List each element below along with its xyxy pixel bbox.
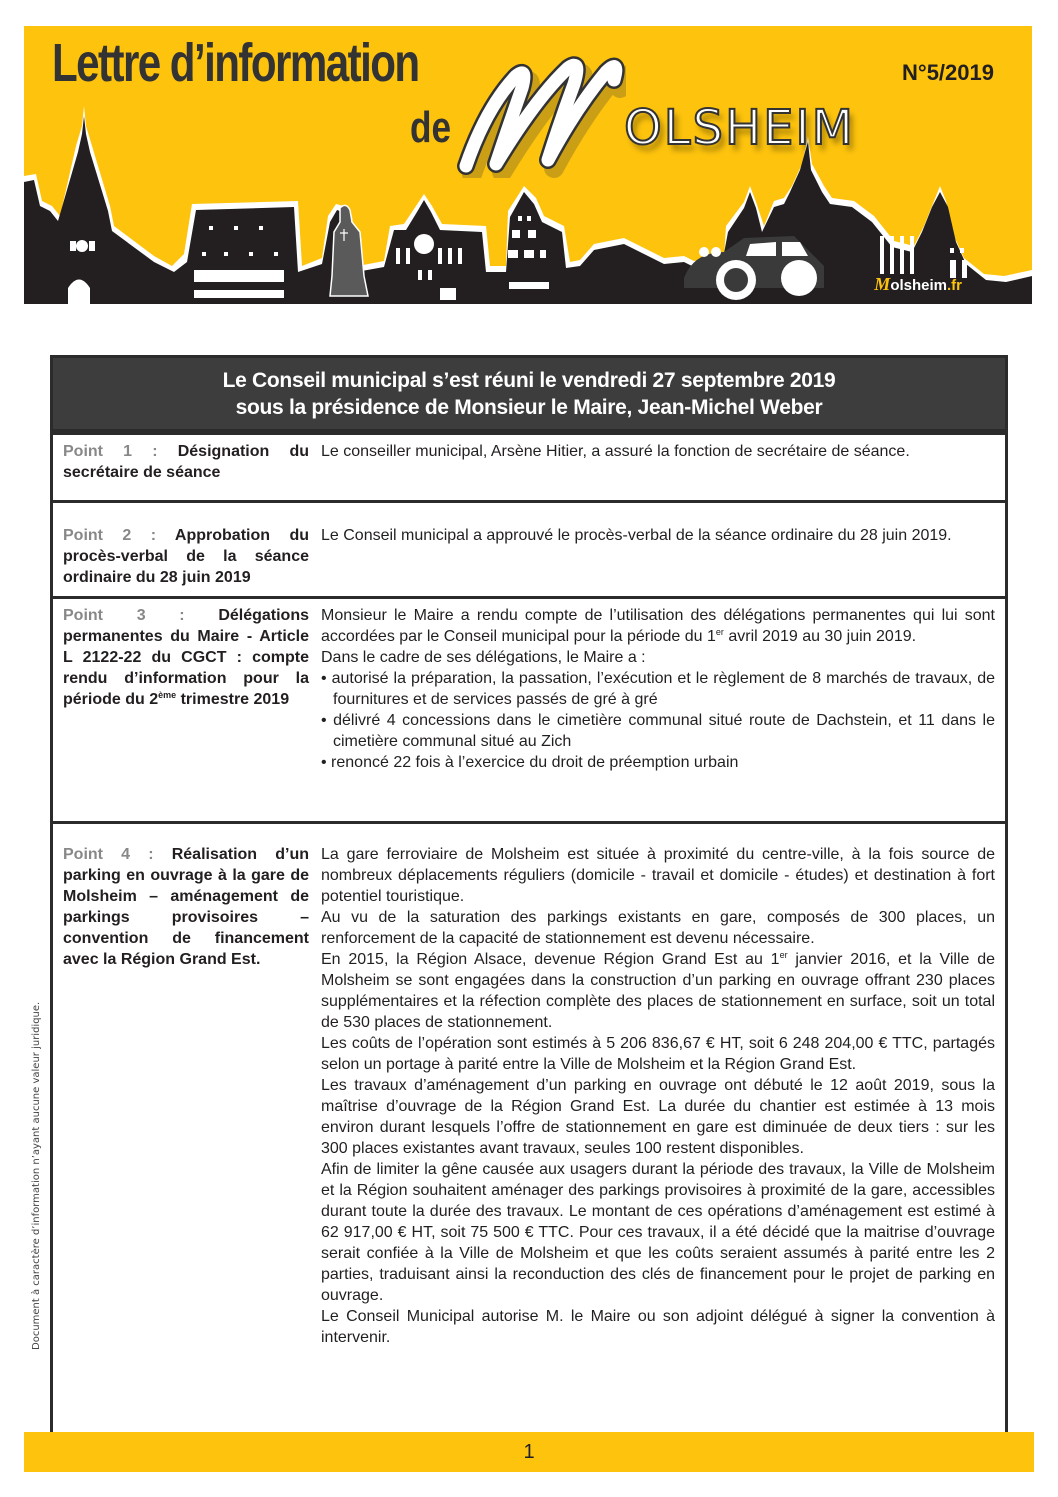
point-4-title: Réalisation d’un parking en ouvrage à la gare de Molsheim – aménagement de parkings provisoires – convention de financement avec la Région Grand Est. bbox=[63, 846, 310, 968]
point-2-paragraph: Le Conseil municipal a approuvé le procès-verbal de la séance ordinaire du 28 juin 2019. bbox=[321, 527, 952, 544]
agenda-point-2 bbox=[53, 500, 1005, 596]
point-3-intro-part2: avril 2019 au 30 juin 2019. bbox=[723, 628, 917, 645]
point-1-body bbox=[315, 435, 1005, 500]
point-3-title-sup: ème bbox=[158, 690, 177, 700]
website-link[interactable] bbox=[874, 274, 962, 295]
point-4-body bbox=[315, 824, 1005, 1443]
point-4-paragraph-2: Au vu de la saturation des parkings existants en gare, composés de 300 places, un renforcement de la capacité de stationnement est devenu nécessaire. bbox=[321, 909, 995, 947]
minutes-header-line2: sous la présidence de Monsieur le Maire, Jean-Michel Weber bbox=[235, 396, 823, 419]
point-4-p3-part2: janvier 2016, et la Ville de Molsheim se sont engagées dans la construction d’un parking en ouvrage offrant 230 places supplémentaires et la réfection complète des places de stationnement en surface, soit un total de 530 places de stationnement. bbox=[321, 951, 995, 1031]
point-2-title-cell bbox=[53, 503, 315, 596]
point-3-label: Point 3 : bbox=[63, 607, 185, 624]
point-3-bullet-list bbox=[321, 668, 995, 773]
agenda-point-4 bbox=[53, 821, 1005, 1443]
issue-number: N°5/2019 bbox=[902, 60, 994, 85]
site-initial: M bbox=[874, 274, 891, 294]
newsletter-title: Lettre d’information bbox=[52, 33, 419, 93]
point-3-title-part1: Délégations permanentes du Maire - Article L 2122-22 du CGCT : compte rendu d’information pour la période du 2 bbox=[63, 607, 309, 708]
molsheim-script-m-logo bbox=[456, 48, 626, 178]
point-4-paragraph-7: Le Conseil Municipal autorise M. le Maire ou son adjoint délégué à signer la convention à intervenir. bbox=[321, 1308, 995, 1346]
point-3-bullet: • délivré 4 concessions dans le cimetière communal situé route de Dachstein, et 11 dans le cimetière communal situé au Zich bbox=[321, 710, 995, 752]
point-3-body bbox=[315, 599, 1005, 821]
point-4-paragraph-1: La gare ferroviaire de Molsheim est située à proximité du centre-ville, à la fois source de nombreux déplacements réguliers (domicile - travail et domicile - études) et destination à fort potentiel touristique. bbox=[321, 846, 995, 905]
agenda-point-1 bbox=[53, 432, 1005, 500]
point-3-title-part2: trimestre 2019 bbox=[176, 691, 290, 708]
point-3-lead: Dans le cadre de ses délégations, le Maire a : bbox=[321, 649, 646, 666]
point-4-paragraph-4: Les coûts de l’opération sont estimés à 5 206 836,67 € HT, soit 6 248 204,00 € TTC, partagés selon un portage à parité entre la Ville de Molsheim et la Région Grand Est. bbox=[321, 1035, 995, 1073]
newsletter-banner bbox=[24, 26, 1032, 304]
point-3-bullet: • autorisé la préparation, la passation, l’exécution et le règlement de 8 marchés de travaux, de fournitures et de services passés de gré à gré bbox=[321, 668, 995, 710]
point-3-intro-part1: Monsieur le Maire a rendu compte de l’utilisation des délégations permanentes qui lui sont accordées par le Conseil municipal pour la période du 1 bbox=[321, 607, 995, 645]
point-4-paragraph-6: Afin de limiter la gêne causée aux usagers durant la période des travaux, la Ville de Molsheim et la Région souhaitent aménager des parkings provisoires à proximité de la gare, accessibles durant toute la durée des travaux. Le montant de ces opérations d’aménagement est estimé à 62 917,00 € HT, soit 75 500 € TTC. Pour ces travaux, il a été décidé que la maitrise d’ouvrage serait confiée à la Ville de Molsheim et que les coûts seraient assumés à parité entre les 2 parties, traduisant ainsi la reconduction des clés de financement pour le projet de parking en ouvrage. bbox=[321, 1161, 995, 1304]
point-1-paragraph: Le conseiller municipal, Arsène Hitier, a assuré la fonction de secrétaire de séance. bbox=[321, 443, 910, 460]
point-4-paragraph-3 bbox=[321, 949, 995, 1033]
point-1-title: Désignation du secrétaire de séance bbox=[63, 443, 309, 481]
point-4-label: Point 4 : bbox=[63, 846, 154, 863]
site-tld: .fr bbox=[947, 277, 962, 294]
point-4-paragraph-5: Les travaux d’aménagement d’un parking en ouvrage ont débuté le 12 août 2019, sous la maîtrise d’ouvrage de la Région Grand Est. La durée du chantier est estimée à 13 mois environ durant lesquels l’offre de stationnement en gare est diminuée de deux tiers : sur les 300 places existantes avant travaux, seules 100 restent disponibles. bbox=[321, 1077, 995, 1157]
point-2-label: Point 2 : bbox=[63, 527, 157, 544]
minutes-header-line1: Le Conseil municipal s’est réuni le vendredi 27 septembre 2019 bbox=[222, 369, 836, 392]
minutes-header bbox=[53, 358, 1005, 432]
agenda-point-3 bbox=[53, 596, 1005, 821]
point-4-p3-part1: En 2015, la Région Alsace, devenue Région Grand Est au 1 bbox=[321, 951, 780, 968]
point-3-intro bbox=[321, 605, 995, 647]
point-3-intro-sup: er bbox=[715, 627, 724, 637]
point-2-body bbox=[315, 503, 1005, 596]
page-number: 1 bbox=[523, 1441, 535, 1463]
point-3-bullet: • renoncé 22 fois à l’exercice du droit de préemption urbain bbox=[321, 752, 995, 773]
legal-disclaimer: Document à caractère d’information n’ayant aucune valeur juridique. bbox=[31, 1001, 42, 1350]
point-1-label: Point 1 : bbox=[63, 443, 158, 460]
site-name: olsheim bbox=[890, 277, 947, 294]
point-2-title: Approbation du procès-verbal de la séance ordinaire du 28 juin 2019 bbox=[63, 527, 309, 586]
point-4-p3-sup: er bbox=[779, 950, 788, 960]
newsletter-town-name: OLSHEIM bbox=[624, 100, 855, 156]
point-4-title-cell bbox=[53, 824, 315, 1443]
newsletter-title-de: de bbox=[410, 103, 452, 152]
council-minutes-table bbox=[50, 355, 1008, 1447]
point-3-title-cell bbox=[53, 599, 315, 821]
point-1-title-cell bbox=[53, 435, 315, 500]
page-footer bbox=[24, 1432, 1034, 1472]
